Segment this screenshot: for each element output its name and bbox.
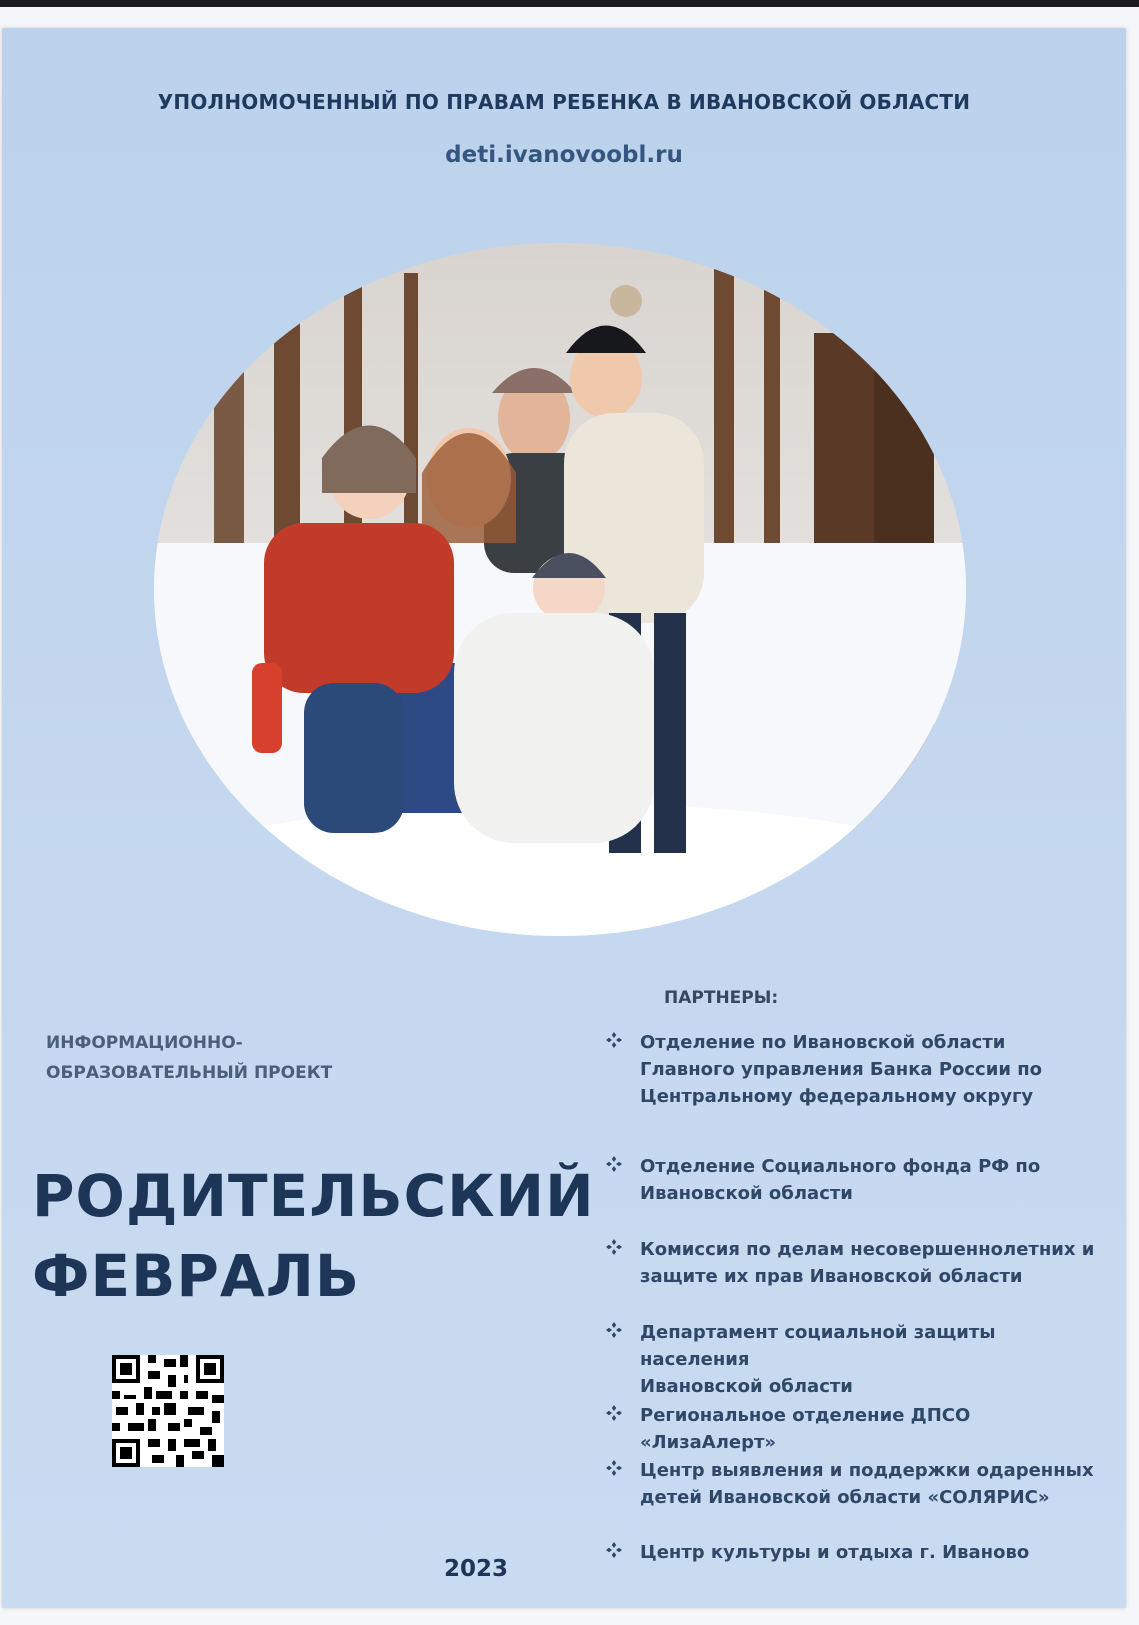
diamond-bullet-icon [606, 1153, 640, 1172]
partner-item [606, 1153, 1096, 1207]
partner-text: Отделение Социального фонда РФ по Ивановской области [640, 1156, 1041, 1204]
project-title-line1: РОДИТЕЛЬСКИЙ [32, 1162, 595, 1230]
partner-text: Департамент социальной защиты населения Ивановской области [640, 1322, 996, 1397]
partner-text: Отделение по Ивановской области Главного управления Банка России по Центральному федеральному округу [640, 1032, 1043, 1107]
project-title [32, 1156, 595, 1316]
family-photo [154, 243, 966, 936]
partner-item [606, 1457, 1096, 1511]
partner-text: Региональное отделение ДПСО «ЛизаАлерт» [640, 1405, 971, 1453]
diamond-bullet-icon [606, 1319, 640, 1338]
year: 2023 [444, 1556, 509, 1582]
diamond-bullet-icon [606, 1539, 640, 1558]
project-label-line1: ИНФОРМАЦИОННО- [46, 1033, 243, 1053]
diamond-bullet-icon [606, 1029, 640, 1048]
partner-item [606, 1402, 1096, 1456]
partner-item [606, 1236, 1096, 1290]
header-url[interactable]: deti.ivanovoobl.ru [445, 142, 683, 168]
partner-text: Центр выявления и поддержки одаренных детей Ивановской области «СОЛЯРИС» [640, 1460, 1094, 1508]
partners-heading: ПАРТНЕРЫ: [664, 988, 779, 1008]
partner-text: Комиссия по делам несовершеннолетних и защите их прав Ивановской области [640, 1239, 1095, 1287]
diamond-bullet-icon [606, 1457, 640, 1476]
top-bar [0, 0, 1139, 7]
project-label-line2: ОБРАЗОВАТЕЛЬНЫЙ ПРОЕКТ [46, 1063, 333, 1083]
partner-item [606, 1029, 1096, 1110]
diamond-bullet-icon [606, 1236, 640, 1255]
qr-code-icon[interactable] [112, 1355, 224, 1467]
partner-item [606, 1319, 1096, 1400]
project-label [46, 1028, 332, 1088]
diamond-bullet-icon [606, 1402, 640, 1421]
project-title-line2: ФЕВРАЛЬ [32, 1242, 361, 1310]
header-title: УПОЛНОМОЧЕННЫЙ ПО ПРАВАМ РЕБЕНКА В ИВАНОВСКОЙ ОБЛАСТИ [157, 90, 971, 114]
partner-item [606, 1539, 1096, 1566]
brochure-page [2, 28, 1126, 1608]
partner-text: Центр культуры и отдыха г. Иваново [640, 1542, 1030, 1563]
